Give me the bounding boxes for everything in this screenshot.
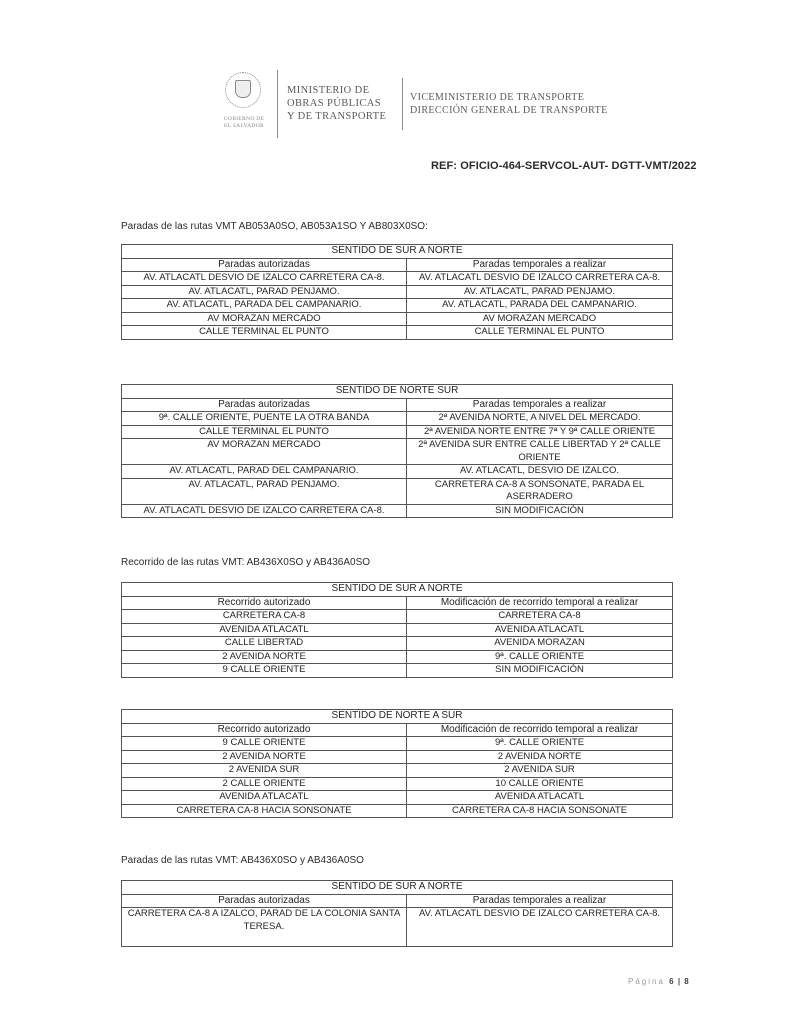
route-table-north-south <box>121 709 673 818</box>
table-row: AV MORAZAN MERCADO 2ª AVENIDA SUR ENTRE CALLE LIBERTAD Y 2ª CALLE ORIENTE <box>122 439 673 465</box>
stops-table-south-north <box>121 244 673 340</box>
table-row: CARRETERA CA-8 HACIA SONSONATE CARRETERA CA-8 HACIA SONSONATE <box>122 804 673 818</box>
table-title: SENTIDO DE NORTE SUR <box>122 385 673 399</box>
table-row: AV. ATLACATL, PARADA DEL CAMPANARIO. AV. ATLACATL, PARADA DEL CAMPANARIO. <box>122 299 673 313</box>
table-row: 2 AVENIDA SUR 2 AVENIDA SUR <box>122 764 673 778</box>
letterhead <box>213 64 633 144</box>
table-row: CARRETERA CA-8 CARRETERA CA-8 <box>122 610 673 624</box>
column-header: Recorrido autorizado <box>122 723 407 737</box>
table-row: CARRETERA CA-8 A IZALCO, PARAD DE LA COLONIA SANTA TERESA. AV. ATLACATL DESVIO DE IZALCO CARRETERA CA-8. <box>122 908 673 947</box>
table-title: SENTIDO DE SUR A NORTE <box>122 583 673 597</box>
page-count: 6 | 8 <box>669 977 690 986</box>
header-divider <box>402 78 403 130</box>
stops-table-ab436-south-north <box>121 880 673 947</box>
table-row: AV. ATLACATL, PARAD PENJAMO. CARRETERA CA-8 A SONSONATE, PARADA EL ASERRADERO <box>122 478 673 504</box>
column-header: Paradas temporales a realizar <box>407 398 673 412</box>
route-table-south-north <box>121 582 673 678</box>
stops-table-north-south <box>121 384 673 518</box>
column-header: Paradas temporales a realizar <box>407 258 673 272</box>
table-row: AVENIDA ATLACATL AVENIDA ATLACATL <box>122 791 673 805</box>
table-title: SENTIDO DE SUR A NORTE <box>122 245 673 259</box>
column-header: Paradas autorizadas <box>122 398 407 412</box>
vice-ministry-name: VICEMINISTERIO DE TRANSPORTE DIRECCIÓN GENERAL DE TRANSPORTE <box>410 92 608 116</box>
section-intro: Paradas de las rutas VMT: AB436X0SO y AB436A0SO <box>121 855 364 866</box>
table-row: 2 AVENIDA NORTE 9ª. CALLE ORIENTE <box>122 650 673 664</box>
header-divider <box>277 70 278 138</box>
government-seal <box>213 64 273 142</box>
column-header: Modificación de recorrido temporal a realizar <box>407 596 673 610</box>
table-row: CALLE TERMINAL EL PUNTO CALLE TERMINAL EL PUNTO <box>122 326 673 340</box>
table-title: SENTIDO DE SUR A NORTE <box>122 881 673 895</box>
table-row: 9ª. CALLE ORIENTE, PUENTE LA OTRA BANDA 2ª AVENIDA NORTE, A NIVEL DEL MERCADO. <box>122 412 673 426</box>
table-row: 2 AVENIDA NORTE 2 AVENIDA NORTE <box>122 750 673 764</box>
table-row: AV. ATLACATL, PARAD DEL CAMPANARIO. AV. ATLACATL, DESVIO DE IZALCO. <box>122 465 673 479</box>
seal-caption: GOBIERNO DE EL SALVADOR <box>223 116 265 129</box>
page-number <box>628 977 690 986</box>
table-row: AV. ATLACATL DESVIO DE IZALCO CARRETERA CA-8. SIN MODIFICACIÓN <box>122 504 673 518</box>
table-row: CALLE LIBERTAD AVENIDA MORAZAN <box>122 637 673 651</box>
reference-number: REF: OFICIO-464-SERVCOL-AUT- DGTT-VMT/2022 <box>431 160 697 172</box>
table-row: 9 CALLE ORIENTE SIN MODIFICACIÓN <box>122 664 673 678</box>
table-row: 9 CALLE ORIENTE 9ª. CALLE ORIENTE <box>122 737 673 751</box>
column-header: Paradas autorizadas <box>122 258 407 272</box>
table-row: AV. ATLACATL, PARAD PENJAMO. AV. ATLACATL, PARAD PENJAMO. <box>122 285 673 299</box>
table-row: CALLE TERMINAL EL PUNTO 2ª AVENIDA NORTE ENTRE 7ª Y 9ª CALLE ORIENTE <box>122 425 673 439</box>
column-header: Recorrido autorizado <box>122 596 407 610</box>
column-header: Modificación de recorrido temporal a realizar <box>407 723 673 737</box>
column-header: Paradas autorizadas <box>122 894 407 908</box>
table-row: AV MORAZAN MERCADO AV MORAZAN MERCADO <box>122 312 673 326</box>
table-row: 2 CALLE ORIENTE 10 CALLE ORIENTE <box>122 777 673 791</box>
section-intro: Recorrido de las rutas VMT: AB436X0SO y AB436A0SO <box>121 557 371 568</box>
table-row: AV. ATLACATL DESVIO DE IZALCO CARRETERA CA-8. AV. ATLACATL DESVIO DE IZALCO CARRETERA CA-8. <box>122 272 673 286</box>
table-title: SENTIDO DE NORTE A SUR <box>122 710 673 724</box>
coat-of-arms-icon <box>235 80 251 98</box>
column-header: Paradas temporales a realizar <box>407 894 673 908</box>
section-intro: Paradas de las rutas VMT AB053A0SO, AB053A1SO Y AB803X0SO: <box>121 221 428 232</box>
page-label: Página <box>628 977 665 986</box>
table-row: AVENIDA ATLACATL AVENIDA ATLACATL <box>122 623 673 637</box>
ministry-name: MINISTERIO DE OBRAS PÚBLICAS Y DE TRANSPORTE <box>287 85 387 122</box>
